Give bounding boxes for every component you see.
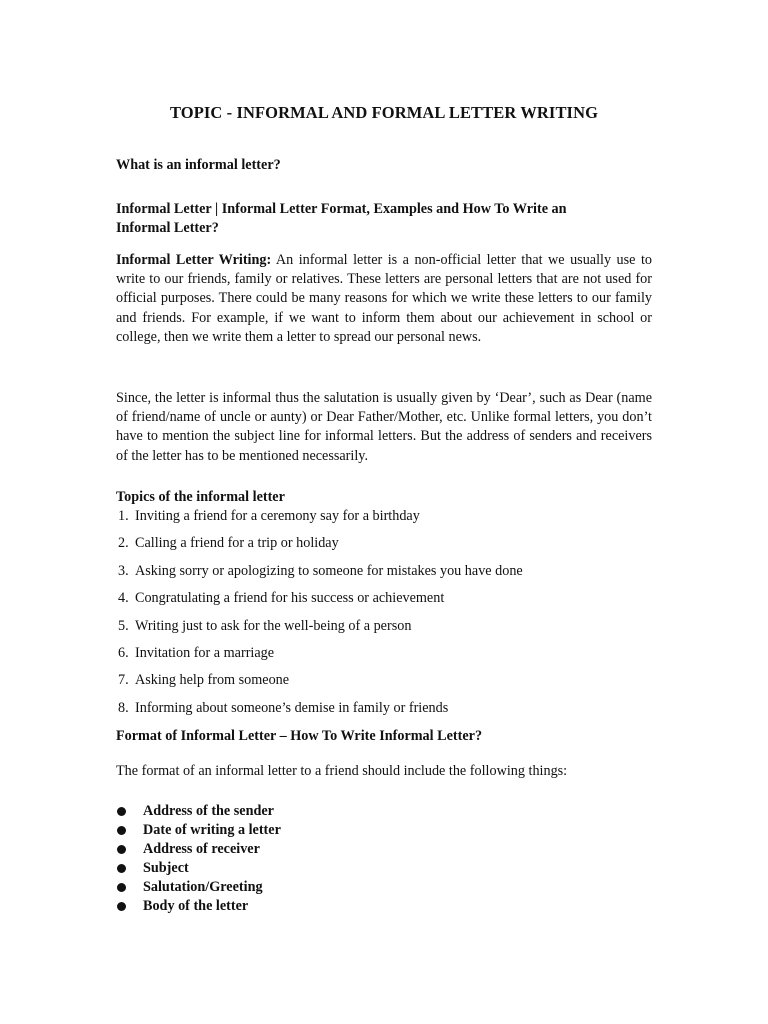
list-item: Salutation/Greeting: [116, 878, 281, 897]
intro-lead: Informal Letter Writing:: [116, 252, 272, 268]
list-item: Address of the sender: [116, 802, 281, 821]
list-item: 2. Calling a friend for a trip or holiday: [118, 535, 339, 552]
list-item: Subject: [116, 859, 281, 878]
bullet-icon: [117, 902, 126, 911]
bullet-icon: [117, 883, 126, 892]
bullet-icon: [117, 807, 126, 816]
salutation-paragraph: Since, the letter is informal thus the salutation is usually given by ‘Dear’, such as Dear (name of friend/name of uncle or aunty) or Dear Father/Mother, etc. Unlike formal letters, you don’t have to mention the subject line for informal letters. But the address of senders and receivers of the letter has to be mentioned necessarily.: [116, 390, 652, 464]
list-item: Address of receiver: [116, 840, 281, 859]
list-item: 7. Asking help from someone: [118, 672, 290, 689]
format-heading: Format of Informal Letter – How To Write Informal Letter?: [116, 728, 483, 744]
intro-paragraph: [116, 251, 652, 347]
format-intro: The format of an informal letter to a friend should include the following things:: [116, 763, 568, 779]
bullet-icon: [117, 845, 126, 854]
bullet-icon: [117, 826, 126, 835]
list-item: 5. Writing just to ask for the well-being of a person: [118, 617, 412, 634]
question-heading: What is an informal letter?: [116, 157, 281, 173]
topics-heading: Topics of the informal letter: [116, 489, 285, 505]
page-title: TOPIC - INFORMAL AND FORMAL LETTER WRITING: [169, 103, 599, 122]
list-item: Date of writing a letter: [116, 821, 281, 840]
format-items-list: [116, 802, 281, 916]
list-item: Body of the letter: [116, 897, 281, 916]
list-item: 6. Invitation for a marriage: [118, 644, 275, 661]
topics-list: [118, 507, 523, 726]
subheading: Informal Letter | Informal Letter Format, Examples and How To Write an Informal Letter?: [116, 201, 567, 236]
intro-text: An informal letter is a non-official letter that we usually use to write to our friends, family or relatives. These letters are personal letters that are not used for official purposes. There could be many reasons for which we write these letters to our family and friends. For example, if we want to inform them about our achievement in school or college, then we write them a letter to spread our personal news.: [116, 252, 652, 345]
list-item: 3. Asking sorry or apologizing to someone for mistakes you have done: [118, 562, 523, 579]
list-item: 4. Congratulating a friend for his success or achievement: [118, 590, 445, 607]
list-item: 8. Informing about someone’s demise in family or friends: [118, 699, 449, 716]
list-item: 1. Inviting a friend for a ceremony say for a birthday: [118, 508, 420, 524]
bullet-icon: [117, 864, 126, 873]
